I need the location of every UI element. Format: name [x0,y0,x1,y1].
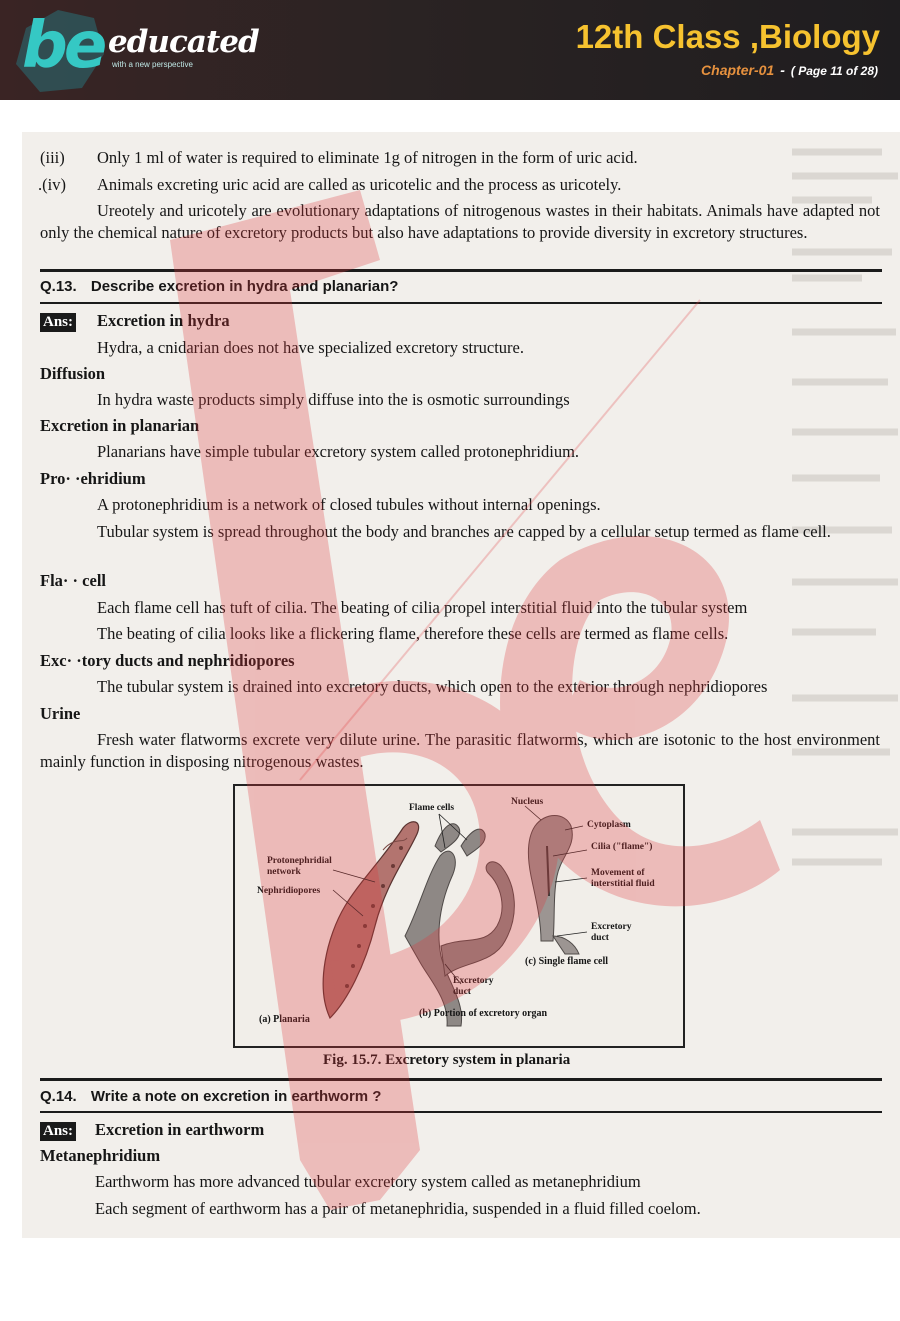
planarian-heading: Excretion in planarian [40,416,200,435]
answer-badge-1: Ans: [40,310,76,332]
metanephridium-text-2: Each segment of earthworm has a pair of metanephridia, suspended in a fluid filled coelom. [95,1199,701,1218]
question-14 [40,1088,882,1105]
label-movement: Movement of interstitial fluid [591,868,655,889]
divider-q13-top [40,269,882,272]
diffusion-text: In hydra waste products simply diffuse into the is osmotic surroundings [97,390,570,409]
q13-label: Q.13. [40,278,77,295]
item-iv-text: Animals excreting uric acid are called as uricotelic and the process as uricotely. [97,175,622,194]
logo-wordmark: educated [108,24,259,60]
urine-text: Fresh water flatworms excrete very dilute urine. The parasitic flatworms, which are isotonic to the host environment mainly function in disposing nitrogenous wastes. [40,730,880,771]
answer-badge-2: Ans: [40,1119,76,1141]
tubular-system-text: Tubular system is spread throughout the body and branches are capped by a cellular setup termed as flame cell. [97,522,831,541]
header-bar [0,0,900,100]
metanephridium-heading: Metanephridium [40,1146,161,1165]
chapter-dash: - [780,62,785,78]
logo[interactable] [12,6,259,94]
label-excretory-duct-c: Excretory duct [591,922,632,943]
logo-mark: be [22,9,104,83]
label-flame-cells: Flame cells [409,803,455,813]
planarian-text: Planarians have simple tubular excretory system called protonephridium. [97,442,580,461]
adaptations-paragraph: Ureotely and uricotely are evolutionary adaptations of nitrogenous wastes in their habitats. Animals have adapted not only the chemical nature of excretory products but also have adaptations to provide diversity in excretory structures. [40,201,880,242]
protonephridium-text: A protonephridium is a network of closed tubules without internal openings. [97,495,601,514]
q14-text: Write a note on excretion in earthworm ? [90,1088,382,1105]
earthworm-heading: Excretion in earthworm [95,1120,265,1139]
flame-cell-heading: Fla· · cell [40,571,106,590]
label-nephridiopores: Nephridiopores [257,886,321,896]
scanned-page [22,132,900,1238]
planaria-figure [233,784,685,1048]
logo-tagline: with a new perspective [112,60,193,69]
flame-cell-text-1: Each flame cell has tuft of cilia. The beating of cilia propel interstitial fluid into the tubular system [97,598,748,617]
label-panel-a: (a) Planaria [259,1014,310,1025]
ducts-heading: Exc· ·tory ducts and nephridiopores [40,651,295,670]
item-iv-number: .(iv) [38,175,66,194]
q14-label: Q.14. [40,1088,77,1105]
hydra-heading: Excretion in hydra [97,311,230,330]
page-title: 12th Class ,Biology [575,18,880,55]
flame-cell-text-2: The beating of cilia looks like a flickering flame, therefore these cells are termed as flame cells. [97,624,729,643]
hydra-text: Hydra, a cnidarian does not have specialized excretory structure. [97,338,524,357]
metanephridium-text-1: Earthworm has more advanced tubular excretory system called as metanephridium [95,1172,641,1191]
protonephridium-heading: Pro· ·ehridium [40,469,146,488]
chapter-info [701,62,878,78]
page-indicator: ( Page 11 of 28) [790,64,878,78]
diffusion-heading: Diffusion [40,364,106,383]
label-excretory-duct-b: Excretory duct [453,976,494,997]
label-cilia: Cilia ("flame") [591,842,653,852]
divider-q13-bottom [40,302,882,304]
divider-q14-top [40,1078,882,1081]
label-panel-c: (c) Single flame cell [525,956,609,967]
label-nucleus: Nucleus [511,797,544,807]
q13-text: Describe excretion in hydra and planarian? [90,278,399,295]
figure-caption: Fig. 15.7. Excretory system in planaria [323,1052,571,1068]
divider-q14-bottom [40,1111,882,1113]
urine-heading: Urine [40,704,81,723]
label-protonephridial-network: Protonephridial network [267,856,332,877]
ducts-text: The tubular system is drained into excretory ducts, which open to the exterior through nephridiopores [97,677,768,696]
label-cytoplasm: Cytoplasm [587,820,631,830]
question-13 [40,278,882,295]
item-iii-number: (iii) [40,148,65,167]
item-iii-text: Only 1 ml of water is required to eliminate 1g of nitrogen in the form of uric acid. [97,148,638,167]
bleed-through-texture [792,132,900,1238]
chapter-label: Chapter-01 [701,62,775,78]
label-panel-b: (b) Portion of excretory organ [419,1008,548,1019]
bleed-lines [792,132,900,1232]
